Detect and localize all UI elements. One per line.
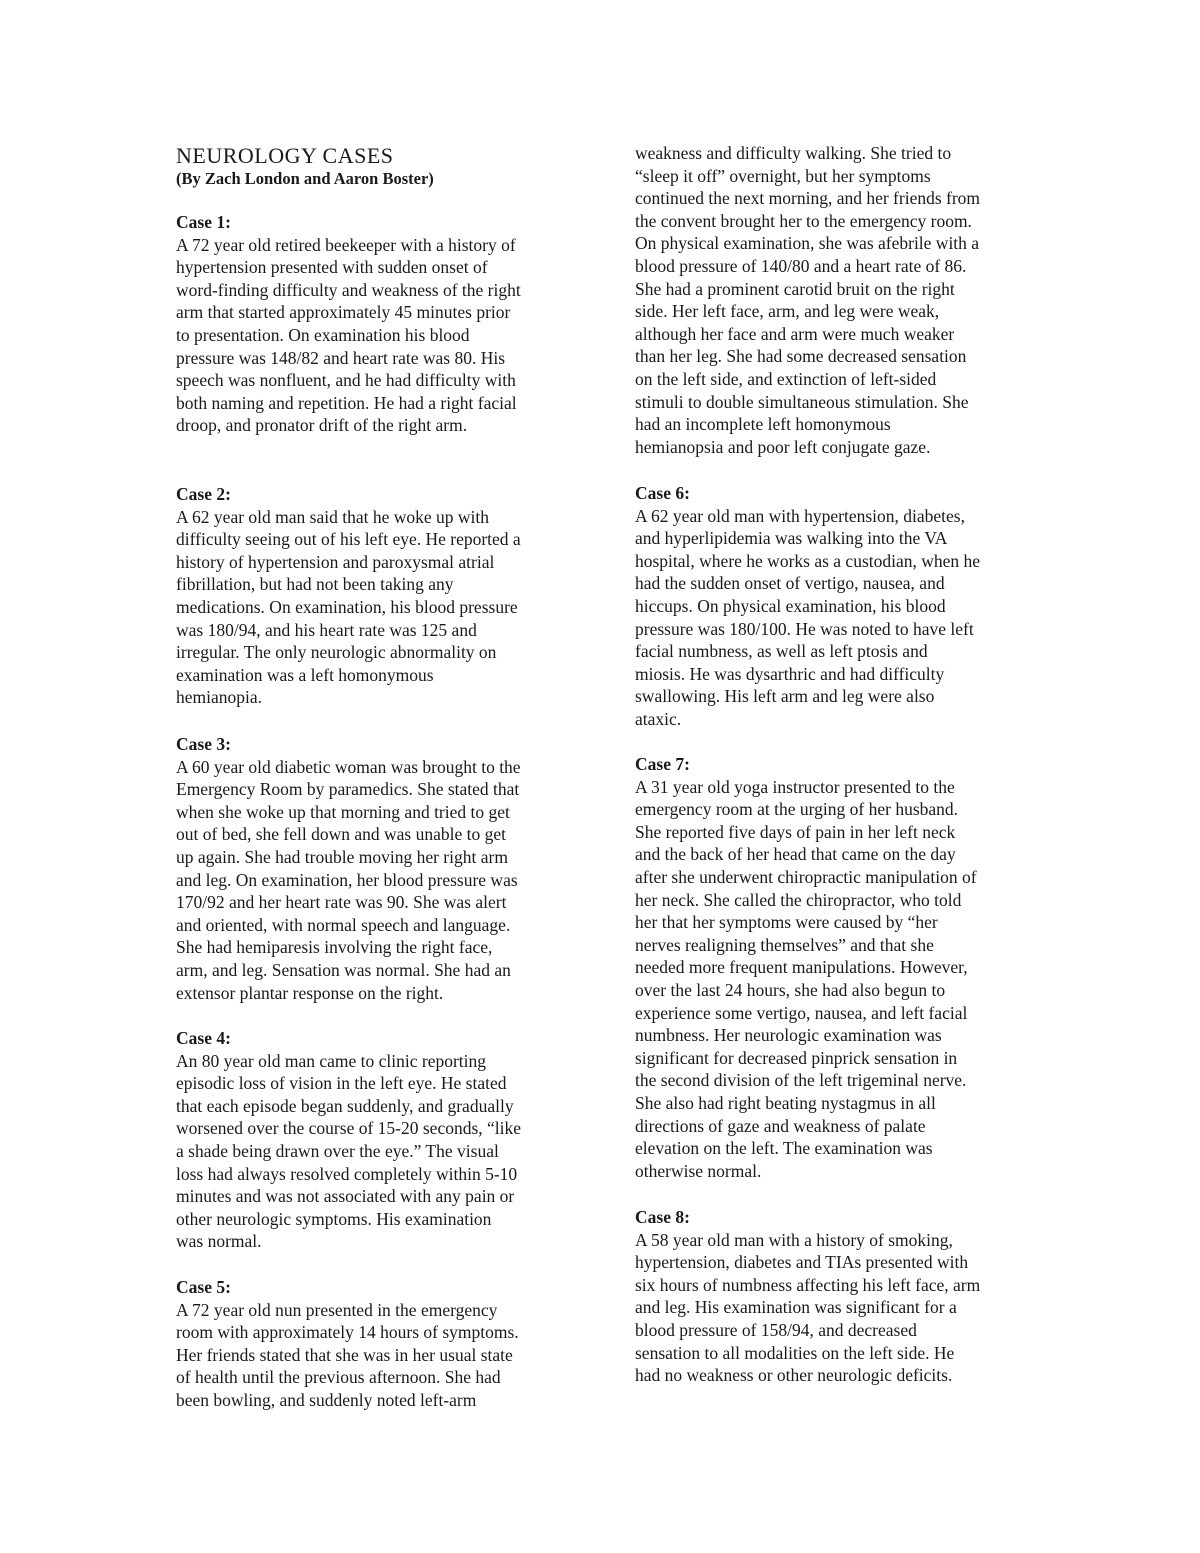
case-text: An 80 year old man came to clinic reporting episodic loss of vision in the left eye. He stated that each episode began suddenly, and gradually worsened over the course of 15-20 seconds, “like a shade being drawn over the eye.” The visual loss had always resolved completely within 5-10 minutes and was not associated with any pain or other neurologic symptoms. His examination was normal. bbox=[176, 1050, 522, 1252]
case-text: A 31 year old yoga instructor presented to the emergency room at the urging of her husband. She reported five days of pain in her left neck and the back of her head that came on the day after she underwent chiropractic manipulation of her neck. She called the chiropractor, who told her that her symptoms were caused by “her nerves realigning themselves” and that she needed more frequent manipulations. However, over the last 24 hours, she had also begun to experience some vertigo, nausea, and left facial numbness. Her neurologic examination was significant for decreased pinprick sensation in the second division of the left trigeminal nerve. She also had right beating nystagmus in all directions of gaze and weakness of palate elevation on the left. The examination was otherwise normal. bbox=[635, 776, 977, 1181]
document-title: NEUROLOGY CASES bbox=[176, 143, 394, 168]
case-heading: Case 2: bbox=[176, 484, 231, 504]
case-8 bbox=[635, 1206, 1035, 1387]
case-7 bbox=[635, 753, 1035, 1182]
case-2 bbox=[176, 483, 576, 709]
case-6 bbox=[635, 482, 1035, 731]
case-text: A 72 year old retired beekeeper with a history of hypertension presented with sudden onset of word-finding difficulty and weakness of the right arm that started approximately 45 minutes prior to presentation. On examination his blood pressure was 148/82 and heart rate was 80. His speech was nonfluent, and he had difficulty with both naming and repetition. He had a right facial droop, and pronator drift of the right arm. bbox=[176, 234, 521, 436]
document-byline: (By Zach London and Aaron Boster) bbox=[176, 169, 434, 188]
case-text: A 62 year old man said that he woke up with difficulty seeing out of his left eye. He reported a history of hypertension and paroxysmal atrial fibrillation, but had not been taking any medications. On examination, his blood pressure was 180/94, and his heart rate was 125 and irregular. The only neurologic abnormality on examination was a left homonymous hemianopia. bbox=[176, 506, 521, 708]
case-heading: Case 6: bbox=[635, 483, 690, 503]
case-heading: Case 3: bbox=[176, 734, 231, 754]
case-heading: Case 4: bbox=[176, 1028, 231, 1048]
case-text: A 62 year old man with hypertension, diabetes, and hyperlipidemia was walking into the VA hospital, where he works as a custodian, when he had the sudden onset of vertigo, nausea, and hiccups. On physical examination, his blood pressure was 180/100. He was noted to have left facial numbness, as well as left ptosis and miosis. He was dysarthric and had difficulty swallowing. His left arm and leg were also ataxic. bbox=[635, 505, 981, 729]
case-4 bbox=[176, 1027, 576, 1253]
case-3 bbox=[176, 733, 576, 1004]
case-heading: Case 1: bbox=[176, 212, 231, 232]
case-heading: Case 5: bbox=[176, 1277, 231, 1297]
case-5-continued bbox=[635, 142, 1035, 458]
case-text: A 60 year old diabetic woman was brought to the Emergency Room by paramedics. She stated that when she woke up that morning and tried to get out of bed, she fell down and was unable to get up again. She had trouble moving her right arm and leg. On examination, her blood pressure was 170/92 and her heart rate was 90. She was alert and oriented, with normal speech and language. She had hemiparesis involving the right face, arm, and leg. Sensation was normal. She had an extensor plantar response on the right. bbox=[176, 756, 521, 1003]
case-1 bbox=[176, 211, 576, 437]
case-text: weakness and difficulty walking. She tried to “sleep it off” overnight, but her symptoms continued the next morning, and her friends from the convent brought her to the emergency room. On physical examination, she was afebrile with a blood pressure of 140/80 and a heart rate of 86. She had a prominent carotid bruit on the right side. Her left face, arm, and leg were weak, although her face and arm were much weaker than her leg. She had some decreased sensation on the left side, and extinction of left-sided stimuli to double simultaneous stimulation. She had an incomplete left homonymous hemianopsia and poor left conjugate gaze. bbox=[635, 143, 981, 457]
case-text: A 72 year old nun presented in the emergency room with approximately 14 hours of symptoms. Her friends stated that she was in her usual state of health until the previous afternoon. She had been bowling, and suddenly noted left-arm bbox=[176, 1299, 519, 1410]
case-text: A 58 year old man with a history of smoking, hypertension, diabetes and TIAs presented with six hours of numbness affecting his left face, arm and leg. His examination was significant for a blood pressure of 158/94, and decreased sensation to all modalities on the left side. He had no weakness or other neurologic deficits. bbox=[635, 1229, 981, 1386]
case-5 bbox=[176, 1276, 576, 1412]
case-heading: Case 7: bbox=[635, 754, 690, 774]
case-heading: Case 8: bbox=[635, 1207, 690, 1227]
